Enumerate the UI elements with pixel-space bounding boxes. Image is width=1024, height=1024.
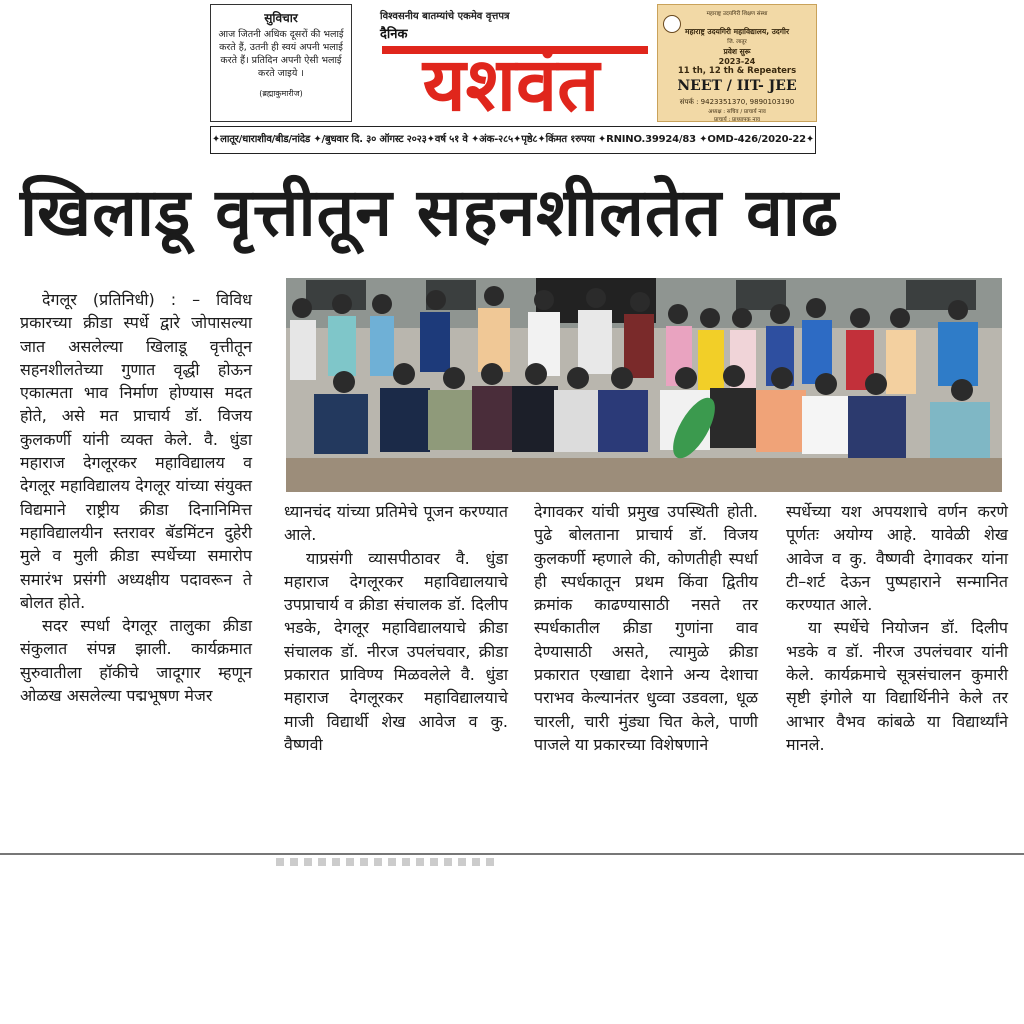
college-seal-icon xyxy=(663,15,681,33)
article-headline: खिलाडू वृत्तीतून सहनशीलतेत वाढ xyxy=(20,174,840,251)
article-column-4 xyxy=(786,500,1008,756)
ad-line-1: अध्यक्ष : सचिव / प्राचार्य नाव xyxy=(708,109,766,115)
ad-org: महाराष्ट्र उदयगिरी शिक्षण संस्था xyxy=(706,11,768,17)
column-2-paragraph-1: ध्यानचंद यांच्या प्रतिमेचे पूजन करण्यात आले. xyxy=(284,502,508,545)
suvichar-title: सुविचार xyxy=(264,11,298,25)
article-column-2 xyxy=(284,500,508,756)
column-2-paragraph-2: याप्रसंगी व्यासपीठावर वै. धुंडा महाराज देगलूरकर महाविद्यालयाचे उपप्राचार्य व क्रीडा संचालक डॉ. दिलीप भडके, देगलूर महाविद्यालयाचे क्रीडा संचालक डॉ. नीरज उपलंचवार, क्रीडा प्रकारात प्राविण्य मिळवलेले वै. धुंडा महाराज देगलूरकर महाविद्यालयाचे माजी विद्यार्थी शेख आवेज व कु. वैष्णवी xyxy=(284,548,508,754)
masthead-prefix: दैनिक xyxy=(380,27,408,42)
suvichar-body: आज जितनी अधिक दूसरों की भलाई करते हैं, उतनी ही स्वयं अपनी भलाई करते हैं। प्रतिदिन अपनी ऐसी भलाई करते जाइये । xyxy=(218,29,344,79)
column-1-paragraph-1: देगलूर (प्रतिनिधी) : – विविध प्रकारच्या क्रीडा स्पर्धे द्वारे जोपासल्या जात असलेल्या खिलाडू वृत्तीतून सहनशीलतेच्या गुणात वृद्धी होऊन एकात्मता भाव निर्माण होण्यास मदत होते, असे मत प्राचार्य डॉ. विजय कुलकर्णी यांनी व्यक्त केले. वै. धुंडा महाराज देगलूरकर महाविद्यालय व देगलूर महाविद्यालय देगलूर यांच्या संयुक्त विद्यमाने राष्ट्रीय क्रीडा दिनानिमित्त महाविद्यालयीन स्तरावर बॅडमिंटन दुहेरी मुले व मुली क्रीडा स्पर्धेच्या समारोप समारंभ प्रसंगी अध्यक्षीय पदावरून ते बोलत होते. xyxy=(20,290,252,612)
ad-admission: प्रवेश सुरू xyxy=(723,47,751,56)
suvichar-box xyxy=(210,4,352,122)
article-column-1 xyxy=(20,288,252,707)
article-column-3 xyxy=(534,500,758,756)
ad-college: महाराष्ट्र उदयगिरी महाविद्यालय, उदगीर xyxy=(684,27,790,36)
column-1-paragraph-2: सदर स्पर्धा देगलूर तालुका क्रीडा संकुलात संपन्न झाली. कार्यक्रमात सुरुवातीला हॉकीचे जादूगार म्हणून ओळख असलेल्या पद्मभूषण मेजर xyxy=(20,616,252,706)
ad-line-2: प्राचार्य : प्राध्यापक नाव xyxy=(714,117,760,123)
page-divider xyxy=(0,853,1024,855)
faded-text-line xyxy=(276,858,496,866)
ad-year: 2023-24 xyxy=(718,57,756,66)
ad-phone: संपर्क : 9423351370, 9890103190 xyxy=(679,98,795,106)
column-4-paragraph-2: या स्पर्धेचे नियोजन डॉ. दिलीप भडके व डॉ. नीरज उपलंचवार यांनी केले. कार्यक्रमाचे सूत्रसंचालन कुमारी सृष्टी इंगोले या विद्यार्थिनीने केले तर आभार वैभव कांबळे या विद्यार्थ्यांने मानले. xyxy=(786,618,1008,754)
logo-text: यशवंत xyxy=(422,42,600,124)
masthead-tagline: विश्वसनीय बातम्यांचे एकमेव वृत्तपत्र xyxy=(380,11,510,22)
column-4-paragraph-1: स्पर्धेच्या यश अपयशाचे वर्णन करणे पूर्णतः अयोग्य आहे. यावेळी शेख आवेज व कु. वैष्णवी देगावकर यांना टी–शर्ट देऊन पुष्पहाराने सन्मानित करण्यात आले. xyxy=(786,502,1008,615)
coaching-ad xyxy=(657,4,817,122)
ad-sub: जि. लातूर xyxy=(727,39,747,45)
column-3-paragraph-1: देगावकर यांची प्रमुख उपस्थिती होती. पुढे बोलताना प्राचार्य डॉ. विजय कुलकर्णी म्हणाले की, कोणतीही स्पर्धा ही स्पर्धकातून प्रथम किंवा द्वितीय क्रमांक काढण्यासाठी नसते तर स्पर्धकातील क्रीडा गुणांना वाव देण्यासाठी असते, त्यामुळे क्रीडा प्रकारात एखाद्या देशाने अन्य देशाचा पराभव केल्यानंतर धुव्वा उडवला, धूळ चारली, चारी मुंड्या चित केले, पाणी पाजले या प्रकारच्या विशेषणाने xyxy=(534,502,758,754)
suvichar-source: (ब्रह्माकुमारीज) xyxy=(259,89,303,98)
newspaper-logo xyxy=(368,18,654,124)
dateline-strip: ✦लातूर/धाराशीव/बीड/नांदेड ✦/बुधवार दि. ३० ऑगस्ट २०२३✦वर्ष ५१ वे ✦अंक-२८५✦पृष्ठे८✦किंमत १रुपया ✦RNINO.39924/83 ✦OMD-426/2020-22✦ xyxy=(210,126,816,154)
ad-exam: NEET / IIT- JEE xyxy=(677,78,797,94)
group-photo xyxy=(286,278,1002,492)
ad-classes: 11 th, 12 th & Repeaters xyxy=(677,66,797,76)
